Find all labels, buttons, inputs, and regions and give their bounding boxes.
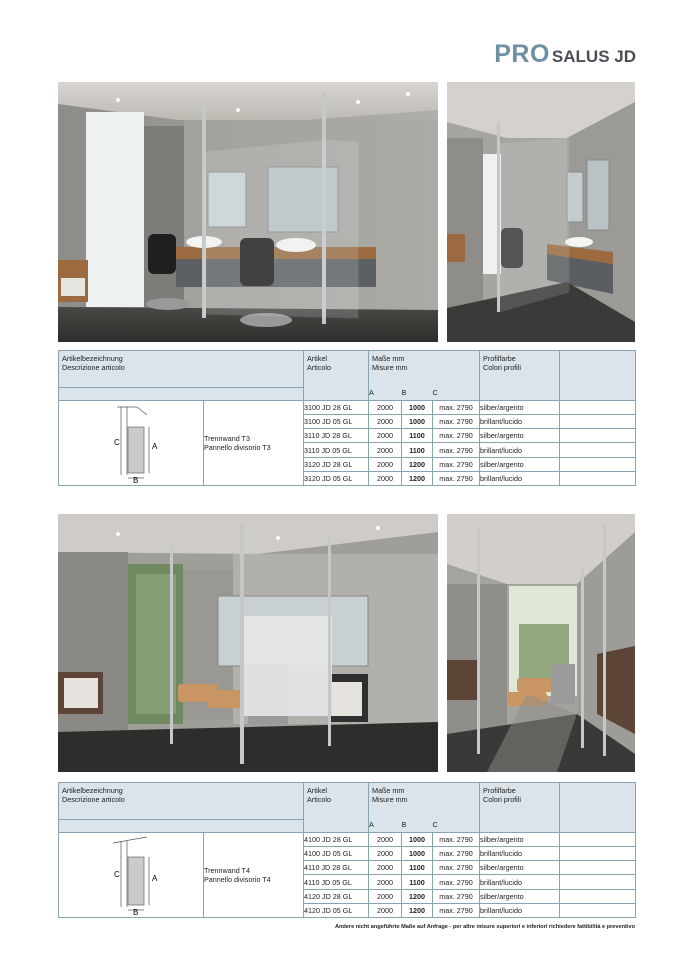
header-profile: Profilfarbe Colori profili [480, 351, 560, 401]
header-empty [560, 351, 636, 401]
col-b-header: B [402, 388, 433, 401]
diagram-label-b: B [133, 908, 139, 915]
table-row: C A B Trennwand T3 Pannello divisorio T3 3100 JD 28 GL 2000 1000 max. 2790 silber/argento [59, 401, 636, 415]
table-row: 4100 JD 05 GL 2000 1000 max. 2790 brillant/lucido [59, 847, 636, 861]
table-row: 4110 JD 28 GL 2000 1100 max. 2790 silber/argento [59, 861, 636, 875]
table-row: 3120 JD 28 GL 2000 1200 max. 2790 silber/argento [59, 457, 636, 471]
table-row: 3120 JD 05 GL 2000 1200 max. 2790 brillant/lucido [59, 471, 636, 485]
header-dimensions: Maße mm Misure mm [369, 783, 480, 820]
header-desc-filler [59, 820, 304, 833]
diagram-t4 [59, 833, 204, 918]
table-row: 4120 JD 28 GL 2000 1200 max. 2790 silber/argento [59, 889, 636, 903]
salon-photo-t4-wide [58, 514, 438, 772]
table-row: 4110 JD 05 GL 2000 1100 max. 2790 brillant/lucido [59, 875, 636, 889]
col-c-header: C [433, 820, 480, 833]
header-profile: Profilfarbe Colori profili [480, 783, 560, 833]
header-empty [560, 783, 636, 833]
table-row: 3100 JD 05 GL 2000 1000 max. 2790 brillant/lucido [59, 415, 636, 429]
diagram-label-a: A [152, 874, 158, 883]
diagram-label-c: C [114, 438, 120, 447]
spec-table-t3 [58, 350, 636, 486]
product-name-t3: Trennwand T3 Pannello divisorio T3 [204, 401, 304, 486]
diagram-label-b: B [133, 476, 139, 483]
col-a-header: A [369, 388, 402, 401]
diagram-t3 [59, 401, 204, 486]
product-name-t4: Trennwand T4 Pannello divisorio T4 [204, 833, 304, 918]
diagram-label-c: C [114, 870, 120, 879]
table-row: 3110 JD 28 GL 2000 1100 max. 2790 silber/argento [59, 429, 636, 443]
col-b-header: B [402, 820, 433, 833]
table-row: C A B Trennwand T4 Pannello divisorio T4 4100 JD 28 GL 2000 1000 max. 2790 silber/argento [59, 833, 636, 847]
salon-photo-t4-narrow [447, 514, 635, 772]
header-desc-filler [59, 388, 304, 401]
brand-name: SALUS JD [551, 47, 636, 66]
diagram-label-a: A [152, 442, 158, 451]
header-article-desc: Artikelbezeichnung Descrizione articolo [59, 783, 304, 820]
salon-photo-t3-narrow [447, 82, 635, 342]
brand-pro: PRO [494, 40, 550, 68]
header-dimensions: Maße mm Misure mm [369, 351, 480, 388]
col-c-header: C [433, 388, 480, 401]
salon-photo-t3-wide [58, 82, 438, 342]
header-article: Artikel Articolo [304, 351, 369, 401]
header-article: Artikel Articolo [304, 783, 369, 833]
brand-logo [494, 40, 636, 70]
table-row: 3110 JD 05 GL 2000 1100 max. 2790 brillant/lucido [59, 443, 636, 457]
table-row: 4120 JD 05 GL 2000 1200 max. 2790 brillant/lucido [59, 903, 636, 917]
spec-table-t4 [58, 782, 636, 918]
header-article-desc: Artikelbezeichnung Descrizione articolo [59, 351, 304, 388]
col-a-header: A [369, 820, 402, 833]
footnote: Andere nicht angeführte Maße auf Anfrage - per altre misure superiori e inferiori richiedere fattibilità e preventivo [334, 924, 635, 930]
